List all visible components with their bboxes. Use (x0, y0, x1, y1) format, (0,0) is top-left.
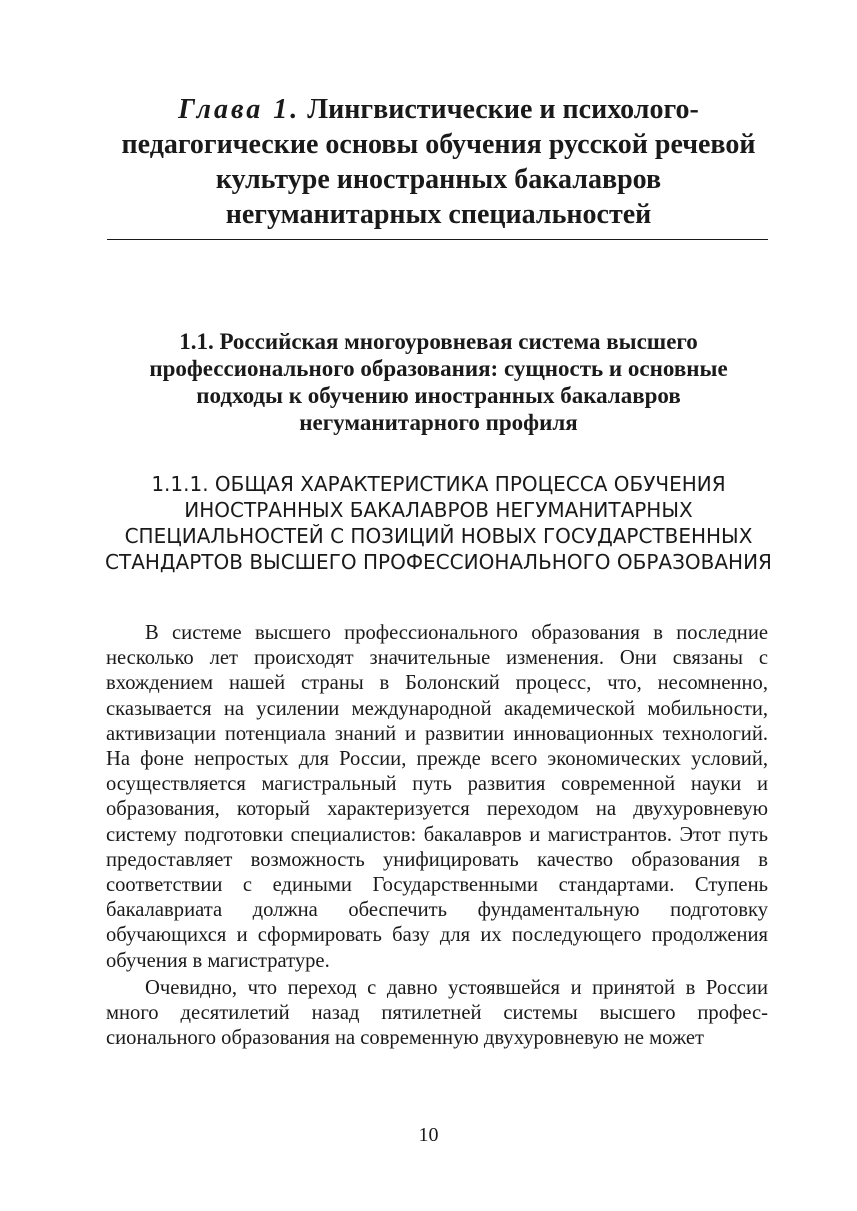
body-text (106, 621, 768, 1053)
paragraph: В системе высшего профессионального образования в последние несколько лет происходят значительные изменения. Они связаны с вхождением нашей страны в Болонский процесс, что, несомненно, сказывается на усилении международной академической мобильности, активизации потенциала знаний и развитии инновационных технологий. На фоне непростых для России, прежде всего экономических условий, осуществляется магистральный путь развития современной науки и образования, который характеризуется переходом на двухуровневую систему подготовки специалистов: бакалавров и магистрантов. Этот путь предоставляет возможность унифицировать качество образования в соответствии с едиными Государственными стандартами. Ступень бакалавриата должна обеспечить фундаментальную подготовку обучающихся и сформировать базу для их последующего продолжения обучения в магистратуре. (106, 622, 768, 972)
section-heading: 1.1. Российская многоуровневая система высшего профессионального образования: сущность и основные подходы к обучению иностранных бакалавров негуманитарного профиля (149, 329, 728, 435)
subsection-heading: 1.1.1. ОБЩАЯ ХАРАКТЕРИСТИКА ПРОЦЕССА ОБУЧЕНИЯ ИНОСТРАННЫХ БАКАЛАВРОВ НЕГУМАНИТАРНЫХ СПЕЦИАЛЬНОСТЕЙ С ПОЗИЦИЙ НОВЫХ ГОСУДАРСТВЕННЫХ СТАНДАРТОВ ВЫСШЕГО ПРОФЕССИОНАЛЬНОГО ОБРАЗОВАНИЯ (105, 472, 772, 574)
paragraph: Очевидно, что переход с давно устоявшейся и принятой в России много десятилетий назад пятилетней системы высшего профессионального образования на современную двухуровневую не может (106, 976, 768, 1050)
chapter-heading (105, 92, 772, 232)
chapter-title: Лингвистические и психолого-педагогические основы обучения русской речевой культуре иностранных бакалавров негуманитарных специальностей (121, 94, 756, 230)
chapter-label: Глава 1. (178, 94, 301, 125)
page-number: 10 (418, 1124, 439, 1146)
chapter-divider (107, 239, 768, 240)
